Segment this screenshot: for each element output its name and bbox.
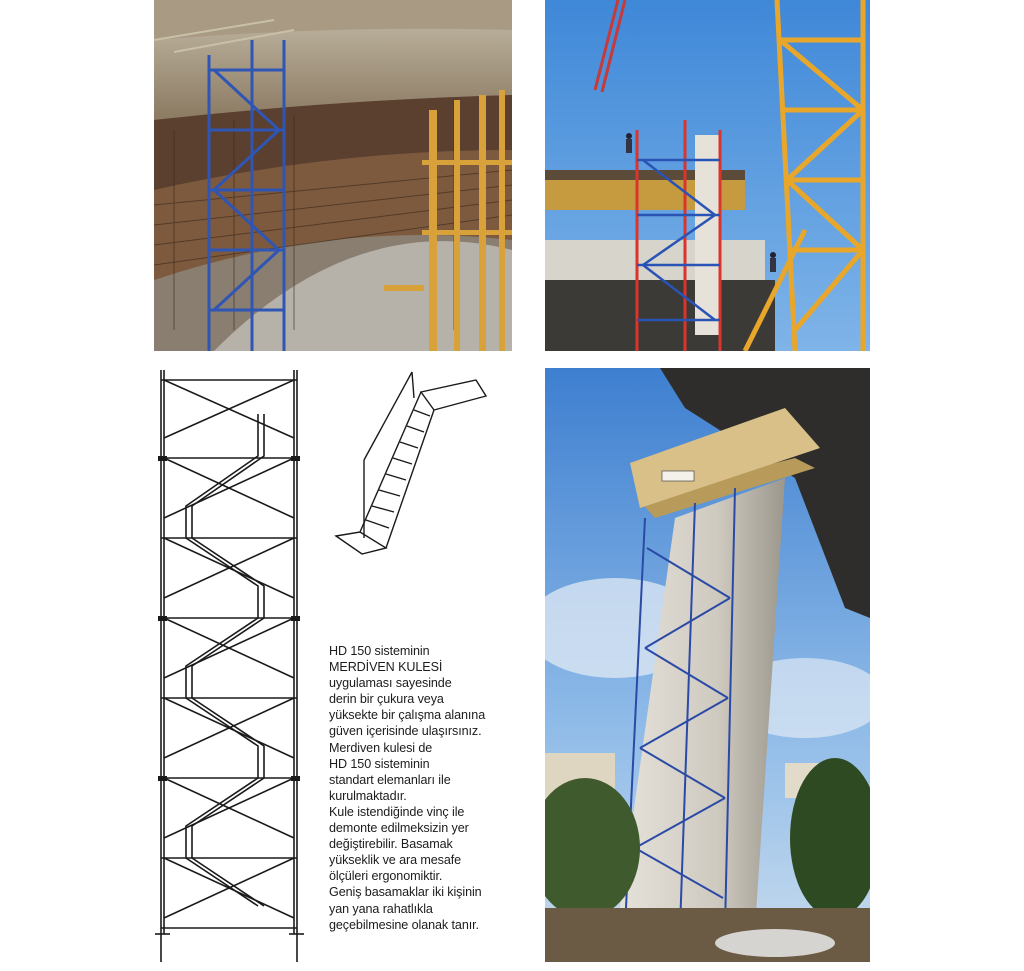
- caption-line: HD 150 sisteminin: [329, 644, 430, 658]
- caption-line: geçebilmesine olanak tanır.: [329, 917, 479, 932]
- photo-building-stair-tower-crane: [545, 0, 870, 351]
- caption-line: uygulaması sayesinde: [329, 676, 452, 691]
- photo-excavation-stair-tower: [154, 0, 512, 351]
- caption-line: MERDİVEN KULESİ: [329, 660, 443, 675]
- caption-line: değiştirebilir. Basamak: [329, 837, 453, 852]
- caption-line: kurulmaktadır.: [329, 788, 407, 803]
- product-description-text: [329, 643, 505, 933]
- caption-line: derin bir çukura veya: [329, 692, 444, 707]
- caption-line: HD 150 sisteminin: [329, 756, 430, 771]
- stair-tower-elevation-drawing: [152, 366, 304, 966]
- caption-line: ölçüleri ergonomiktir.: [329, 869, 443, 884]
- photo-bridge-pier-stair-tower: [545, 368, 870, 962]
- caption-line: Merdiven kulesi de: [329, 740, 433, 755]
- caption-line: yüksekte bir çalışma alanına: [329, 708, 486, 723]
- caption-line: yükseklik ve ara mesafe: [329, 853, 462, 868]
- caption-line: Kule istendiğinde vinç ile: [329, 804, 465, 819]
- caption-line: standart elemanları ile: [329, 772, 451, 787]
- caption-line: Geniş basamaklar iki kişinin: [329, 885, 482, 900]
- stair-flight-drawing: [326, 368, 488, 564]
- caption-line: yan yana rahatlıkla: [329, 901, 433, 916]
- caption-line: demonte edilmeksizin yer: [329, 821, 469, 836]
- caption-line: güven içerisinde ulaşırsınız.: [329, 724, 482, 739]
